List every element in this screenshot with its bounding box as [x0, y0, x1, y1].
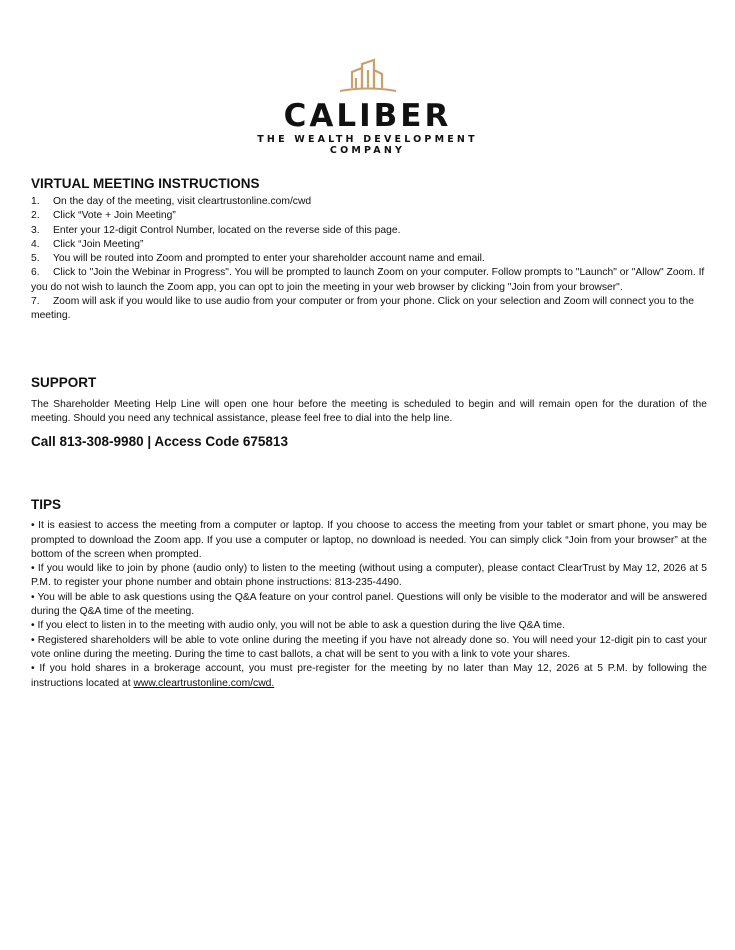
tips-heading: TIPS — [31, 497, 62, 513]
instruction-steps — [31, 195, 707, 324]
instruction-step: 4. Click “Join Meeting” — [31, 238, 144, 250]
document-body — [31, 176, 707, 691]
instruction-step: 2. Click “Vote + Join Meeting” — [31, 210, 176, 222]
tip-item: • It is easiest to access the meeting from a computer or laptop. If you choose to access the meeting from your tablet or smart phone, you may be prompted to download the Zoom app. If you use a computer or laptop, no download is needed. You can simply click “Join from your browser” at the bottom of the screen when prompted. — [31, 520, 707, 560]
instruction-step: 6. Click to "Join the Webinar in Progress". You will be prompted to launch Zoom on your computer. Follow prompts to "Launch" or "Allow" Zoom. If you do not wish to launch the Zoom app, you can opt to join the meeting in your web browser by clicking "Join from your browser". — [31, 267, 705, 293]
virtual-meeting-section — [31, 176, 707, 324]
support-heading: SUPPORT — [31, 374, 97, 390]
instruction-step: 3. Enter your 12-digit Control Number, located on the reverse side of this page. — [31, 224, 401, 236]
support-body: The Shareholder Meeting Help Line will open one hour before the meeting is scheduled to begin and will remain open for the duration of the meeting. Should you need any technical assistance, please feel free to dial into the help line. — [31, 398, 707, 424]
tip-item: • You will be able to ask questions using the Q&A feature on your control panel. Questions will only be visible to the moderator and will be answered during the Q&A time of the meeting. — [31, 591, 707, 618]
tip-item: • Registered shareholders will be able to vote online during the meeting if you have not already done so. You will need your 12-digit pin to cast your vote online during the meeting. During the time to cast ballots, a chat will be sent to you with a link to vote your shares. — [31, 634, 707, 660]
tips-list — [31, 519, 707, 691]
tip-item: • If you hold shares in a brokerage account, you must pre-register for the meeting by no later than May 12, 2026 at 5 P.M. by following the instructions located at www.cleartrustonline.com/cwd. — [31, 663, 707, 689]
instruction-step: 1. On the day of the meeting, visit cleartrustonline.com/cwd — [31, 196, 312, 207]
company-logo — [0, 58, 735, 156]
instruction-step: 7. Zoom will ask if you would like to use audio from your computer or from your phone. Click on your selection and Zoom will connect you to the meeting. — [31, 296, 694, 322]
virtual-meeting-heading: VIRTUAL MEETING INSTRUCTIONS — [31, 176, 260, 191]
tips-section — [31, 497, 707, 691]
instruction-step: 5. You will be routed into Zoom and prompted to enter your shareholder account name and email. — [31, 253, 485, 265]
brand-tagline-line2: COMPANY — [329, 145, 406, 156]
tip-item: • If you elect to listen in to the meeting with audio only, you will not be able to ask a question during the live Q&A time. — [31, 620, 566, 632]
brand-tagline-line1: THE WEALTH DEVELOPMENT — [257, 134, 478, 145]
support-section — [31, 375, 707, 452]
tip-item: • If you would like to join by phone (audio only) to listen to the meeting (without using a computer), please contact ClearTrust by May 12, 2026 at 5 P.M. to register your phone number and obtain phone instructions: 813-235-4490. — [31, 563, 707, 589]
cleartrust-link[interactable]: www.cleartrustonline.com/cwd. — [133, 677, 275, 689]
support-call-line: Call 813-308-9980 | Access Code 675813 — [31, 434, 288, 450]
brand-name: CALIBER — [283, 98, 452, 134]
building-logo-icon — [338, 58, 398, 94]
